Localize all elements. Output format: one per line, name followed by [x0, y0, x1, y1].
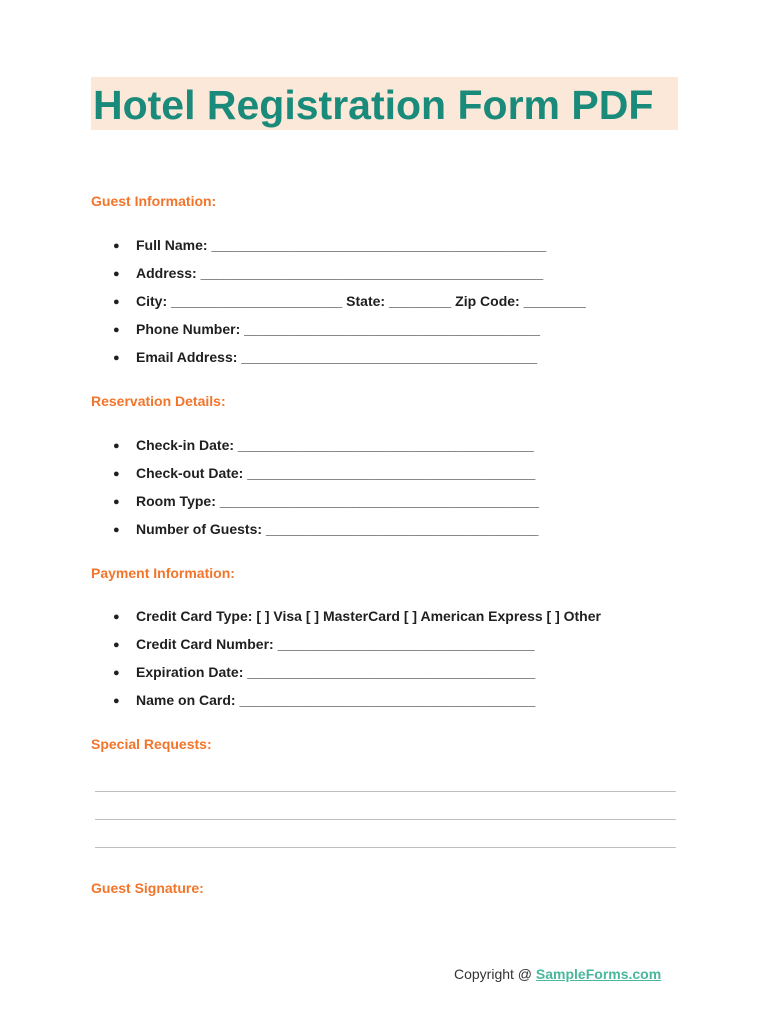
field-label: Number of Guests: ___________________________________: [136, 521, 539, 537]
city-state-zip-field[interactable]: [113, 292, 586, 311]
bullet-icon: ●: [113, 268, 120, 280]
expiration-date-field[interactable]: [113, 663, 535, 682]
site-link[interactable]: SampleForms.com: [535, 966, 662, 982]
field-label: Credit Card Type: [ ] Visa [ ] MasterCard [ ] American Express [ ] Other: [136, 608, 601, 624]
check-in-date-field[interactable]: [113, 436, 534, 455]
special-requests-line-1[interactable]: [95, 791, 676, 792]
bullet-icon: ●: [113, 440, 120, 452]
bullet-icon: ●: [113, 639, 120, 651]
field-label: Check-in Date: ______________________________________: [136, 437, 534, 453]
field-label: Credit Card Number: _________________________________: [136, 636, 535, 652]
guest-signature-heading: Guest Signature:: [91, 880, 204, 896]
field-label: City: ______________________ State: ________ Zip Code: ________: [136, 293, 586, 309]
address-field[interactable]: [113, 264, 543, 283]
field-label: Expiration Date: _____________________________________: [136, 664, 536, 680]
full-name-field[interactable]: [113, 236, 546, 255]
guest-information-heading: Guest Information:: [91, 193, 217, 209]
field-label: Check-out Date: _____________________________________: [136, 465, 536, 481]
bullet-icon: ●: [113, 324, 120, 336]
bullet-icon: ●: [113, 468, 120, 480]
copyright-footer: [454, 965, 661, 983]
bullet-icon: ●: [113, 667, 120, 679]
bullet-icon: ●: [113, 524, 120, 536]
field-label: Email Address: ______________________________________: [136, 349, 538, 365]
bullet-icon: ●: [113, 695, 120, 707]
page-title: Hotel Registration Form PDF: [93, 82, 654, 128]
payment-information-heading: Payment Information:: [91, 565, 235, 581]
reservation-details-heading: Reservation Details:: [91, 393, 226, 409]
bullet-icon: ●: [113, 496, 120, 508]
name-on-card-field[interactable]: [113, 691, 535, 710]
special-requests-heading: Special Requests:: [91, 736, 212, 752]
field-label: Address: ____________________________________________: [136, 265, 544, 281]
check-out-date-field[interactable]: [113, 464, 535, 483]
number-of-guests-field[interactable]: [113, 520, 538, 539]
credit-card-type-field[interactable]: [113, 607, 601, 626]
credit-card-number-field[interactable]: [113, 635, 535, 654]
phone-number-field[interactable]: [113, 320, 540, 339]
copyright-text: Copyright @: [454, 966, 536, 982]
bullet-icon: ●: [113, 611, 120, 623]
bullet-icon: ●: [113, 352, 120, 364]
room-type-field[interactable]: [113, 492, 539, 511]
field-label: Room Type: _________________________________________: [136, 493, 539, 509]
bullet-icon: ●: [113, 296, 120, 308]
field-label: Full Name: ___________________________________________: [136, 237, 547, 253]
email-address-field[interactable]: [113, 348, 537, 367]
special-requests-line-3[interactable]: [95, 847, 676, 848]
bullet-icon: ●: [113, 240, 120, 252]
field-label: Phone Number: ______________________________________: [136, 321, 540, 337]
field-label: Name on Card: ______________________________________: [136, 692, 536, 708]
special-requests-line-2[interactable]: [95, 819, 676, 820]
